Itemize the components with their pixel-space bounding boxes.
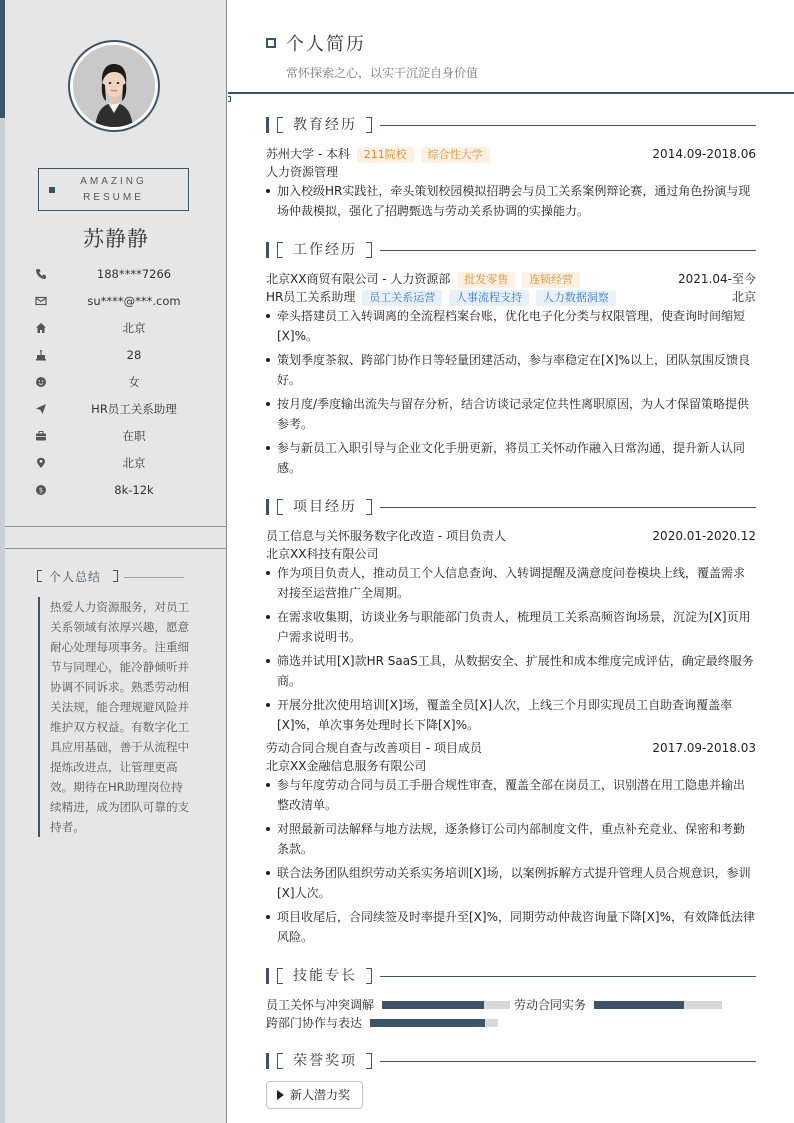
work-header [266,270,756,288]
location-pin-icon [35,457,47,469]
avatar [68,40,160,132]
education-header [266,145,756,163]
money-icon [35,484,47,496]
project-title: 员工信息与关怀服务数字化改造 - 项目负责人 [266,529,506,543]
summary-heading [37,569,197,585]
sidebar-divider [5,548,227,549]
skill-name: 跨部门协作与表达 [266,1016,363,1030]
education-school: 苏州大学 - 本科 [266,147,350,161]
list-item: 筛选并试用[X]款HR SaaS工具，从数据安全、扩展性和成本维度完成评估，确定最终服务商。 [266,651,756,691]
list-item: 按月度/季度输出流失与留存分析，结合访谈记录定位共性离职原因，为人才保留策略提供参考。 [266,394,756,434]
info-salary-value: 8k-12k [114,483,154,497]
face-icon [35,376,47,388]
list-item: 参与年度劳动合同与员工手册合规性审查，覆盖全部在岗员工，识别潜在用工隐患并输出整改清单。 [266,775,756,815]
award-label: 新人潜力奖 [290,1088,351,1102]
page-title: 个人简历 [286,34,366,55]
section-heading-skills [266,966,756,986]
work-city: 北京 [731,290,756,304]
header-corner-mark [228,96,231,102]
award-badge [266,1081,363,1109]
work-date: 2021.04-至今 [678,272,756,286]
mail-icon [35,295,47,307]
info-salary [35,482,215,498]
section-title: 工作经历 [293,242,357,258]
sidebar [5,0,227,1123]
info-location [35,455,215,471]
work-role-row [266,288,756,306]
skill-bar [382,1001,510,1009]
triangle-right-icon [277,1090,284,1100]
main-content [228,0,794,1123]
skill-bar-fill [370,1019,485,1027]
info-position [35,401,215,417]
info-gender [35,374,215,390]
info-email [35,293,215,309]
info-email-value: su****@***.com [87,294,181,308]
section-heading-project [266,497,756,517]
svg-text:$: $ [38,486,44,495]
list-item: 策划季度茶叙、跨部门协作日等轻量团建活动，参与率稳定在[X]%以上，团队氛围反馈良好。 [266,350,756,390]
info-age [35,347,215,363]
info-status-value: 在职 [122,429,146,443]
project-header [266,739,756,757]
tag: 连锁经营 [522,272,580,288]
project-date: 2020.01-2020.12 [652,529,756,543]
project-header [266,527,756,545]
list-item: 联合法务团队组织劳动关系实务培训[X]场，以案例拆解方式提升管理人员合规意识，参训[X]人次。 [266,863,756,903]
tag: 211院校 [357,147,414,163]
education-date: 2014.09-2018.06 [652,147,756,161]
info-phone-value: 188****7266 [96,267,172,281]
send-icon [35,403,47,415]
tag: 人事流程支持 [449,290,529,306]
skill-bar-fill [594,1001,684,1009]
summary-title: 个人总结 [49,570,102,584]
project-date: 2017.09-2018.03 [652,741,756,755]
info-gender-value: 女 [128,375,140,389]
skill-name: 劳动合同实务 [514,998,587,1012]
info-hometown [35,320,215,336]
summary-text: 热爱人力资源服务，对员工关系领域有浓厚兴趣，愿意耐心处理每项事务。注重细节与同理心，能冷静倾听并协调不同诉求。熟悉劳动相关法规，能合理规避风险并维护双方权益。有数字化工具应用基础，善于从流程中提炼改进点，让管理更高效。期待在HR助理岗位持续精进，成为团队可靠的支持者。 [38,597,190,837]
tag: 综合性大学 [421,147,490,163]
badge-square-icon [49,187,55,193]
project-org: 北京XX科技有限公司 [266,547,379,561]
info-phone [35,266,215,282]
briefcase-icon [35,430,47,442]
list-item: 项目收尾后，合同续签及时率提升至[X]%，同期劳动仲裁咨询量下降[X]%，有效降低法律风险。 [266,907,756,947]
section-heading-education [266,115,756,135]
page-subtitle: 常怀探索之心，以实干沉淀自身价值 [286,66,479,80]
section-title: 项目经历 [293,499,357,515]
tag: 员工关系运营 [362,290,442,306]
list-item: 对照最新司法解释与地方法规，逐条修订公司内部制度文件，重点补充竞业、保密和考勤条款。 [266,819,756,859]
phone-icon [35,268,47,280]
info-hometown-value: 北京 [122,321,146,335]
home-icon [35,322,47,334]
skill-bar [370,1019,498,1027]
list-item: 加入校级HR实践社，牵头策划校园模拟招聘会与员工关系案例辩论赛，通过角色扮演与现场仲裁模拟，强化了招聘甄选与劳动关系协调的实操能力。 [266,181,756,221]
skill-bar [594,1001,722,1009]
tag: 批发零售 [457,272,515,288]
section-title: 技能专长 [293,968,357,984]
info-position-value: HR员工关系助理 [91,402,177,416]
project-org: 北京XX金融信息服务有限公司 [266,759,427,773]
info-status [35,428,215,444]
cake-icon [35,349,47,361]
work-company: 北京XX商贸有限公司 - 人力资源部 [266,272,451,286]
resume-badge [38,168,189,211]
tag: 人力数据洞察 [536,290,616,306]
section-title: 荣誉奖项 [293,1053,357,1069]
header-divider [228,92,794,94]
project-title: 劳动合同合规自查与改善项目 - 项目成员 [266,741,482,755]
info-location-value: 北京 [122,456,146,470]
badge-line1: AMAZING [80,176,147,187]
list-item: 作为项目负责人，推动员工个人信息查询、入转调提醒及满意度问卷模块上线，覆盖需求对接至运营推广全周期。 [266,563,756,603]
section-heading-work [266,240,756,260]
list-item: 开展分批次使用培训[X]场，覆盖全员[X]人次，上线三个月即实现员工自助查询覆盖率[X]%，单次事务处理时长下降[X]%。 [266,695,756,735]
education-major: 人力资源管理 [266,165,339,179]
info-age-value: 28 [126,348,142,362]
badge-line2: RESUME [83,192,144,203]
person-name: 苏静静 [83,227,149,251]
section-heading-awards [266,1051,756,1071]
list-item: 牵头搭建员工入转调离的全流程档案台账，优化电子化分类与权限管理，使查询时间缩短[X]%。 [266,306,756,346]
work-role: HR员工关系助理 [266,290,356,304]
section-title: 教育经历 [293,117,357,133]
sidebar-divider [5,526,227,527]
profile-photo [73,45,155,127]
title-square-icon [266,38,276,48]
list-item: 参与新员工入职引导与企业文化手册更新，将员工关怀动作融入日常沟通，提升新人认同感。 [266,438,756,478]
skill-bar-fill [382,1001,484,1009]
list-item: 在需求收集期，访谈业务与职能部门负责人，梳理员工关系高频咨询场景，沉淀为[X]页用户需求说明书。 [266,607,756,647]
skill-name: 员工关怀与冲突调解 [266,998,375,1012]
